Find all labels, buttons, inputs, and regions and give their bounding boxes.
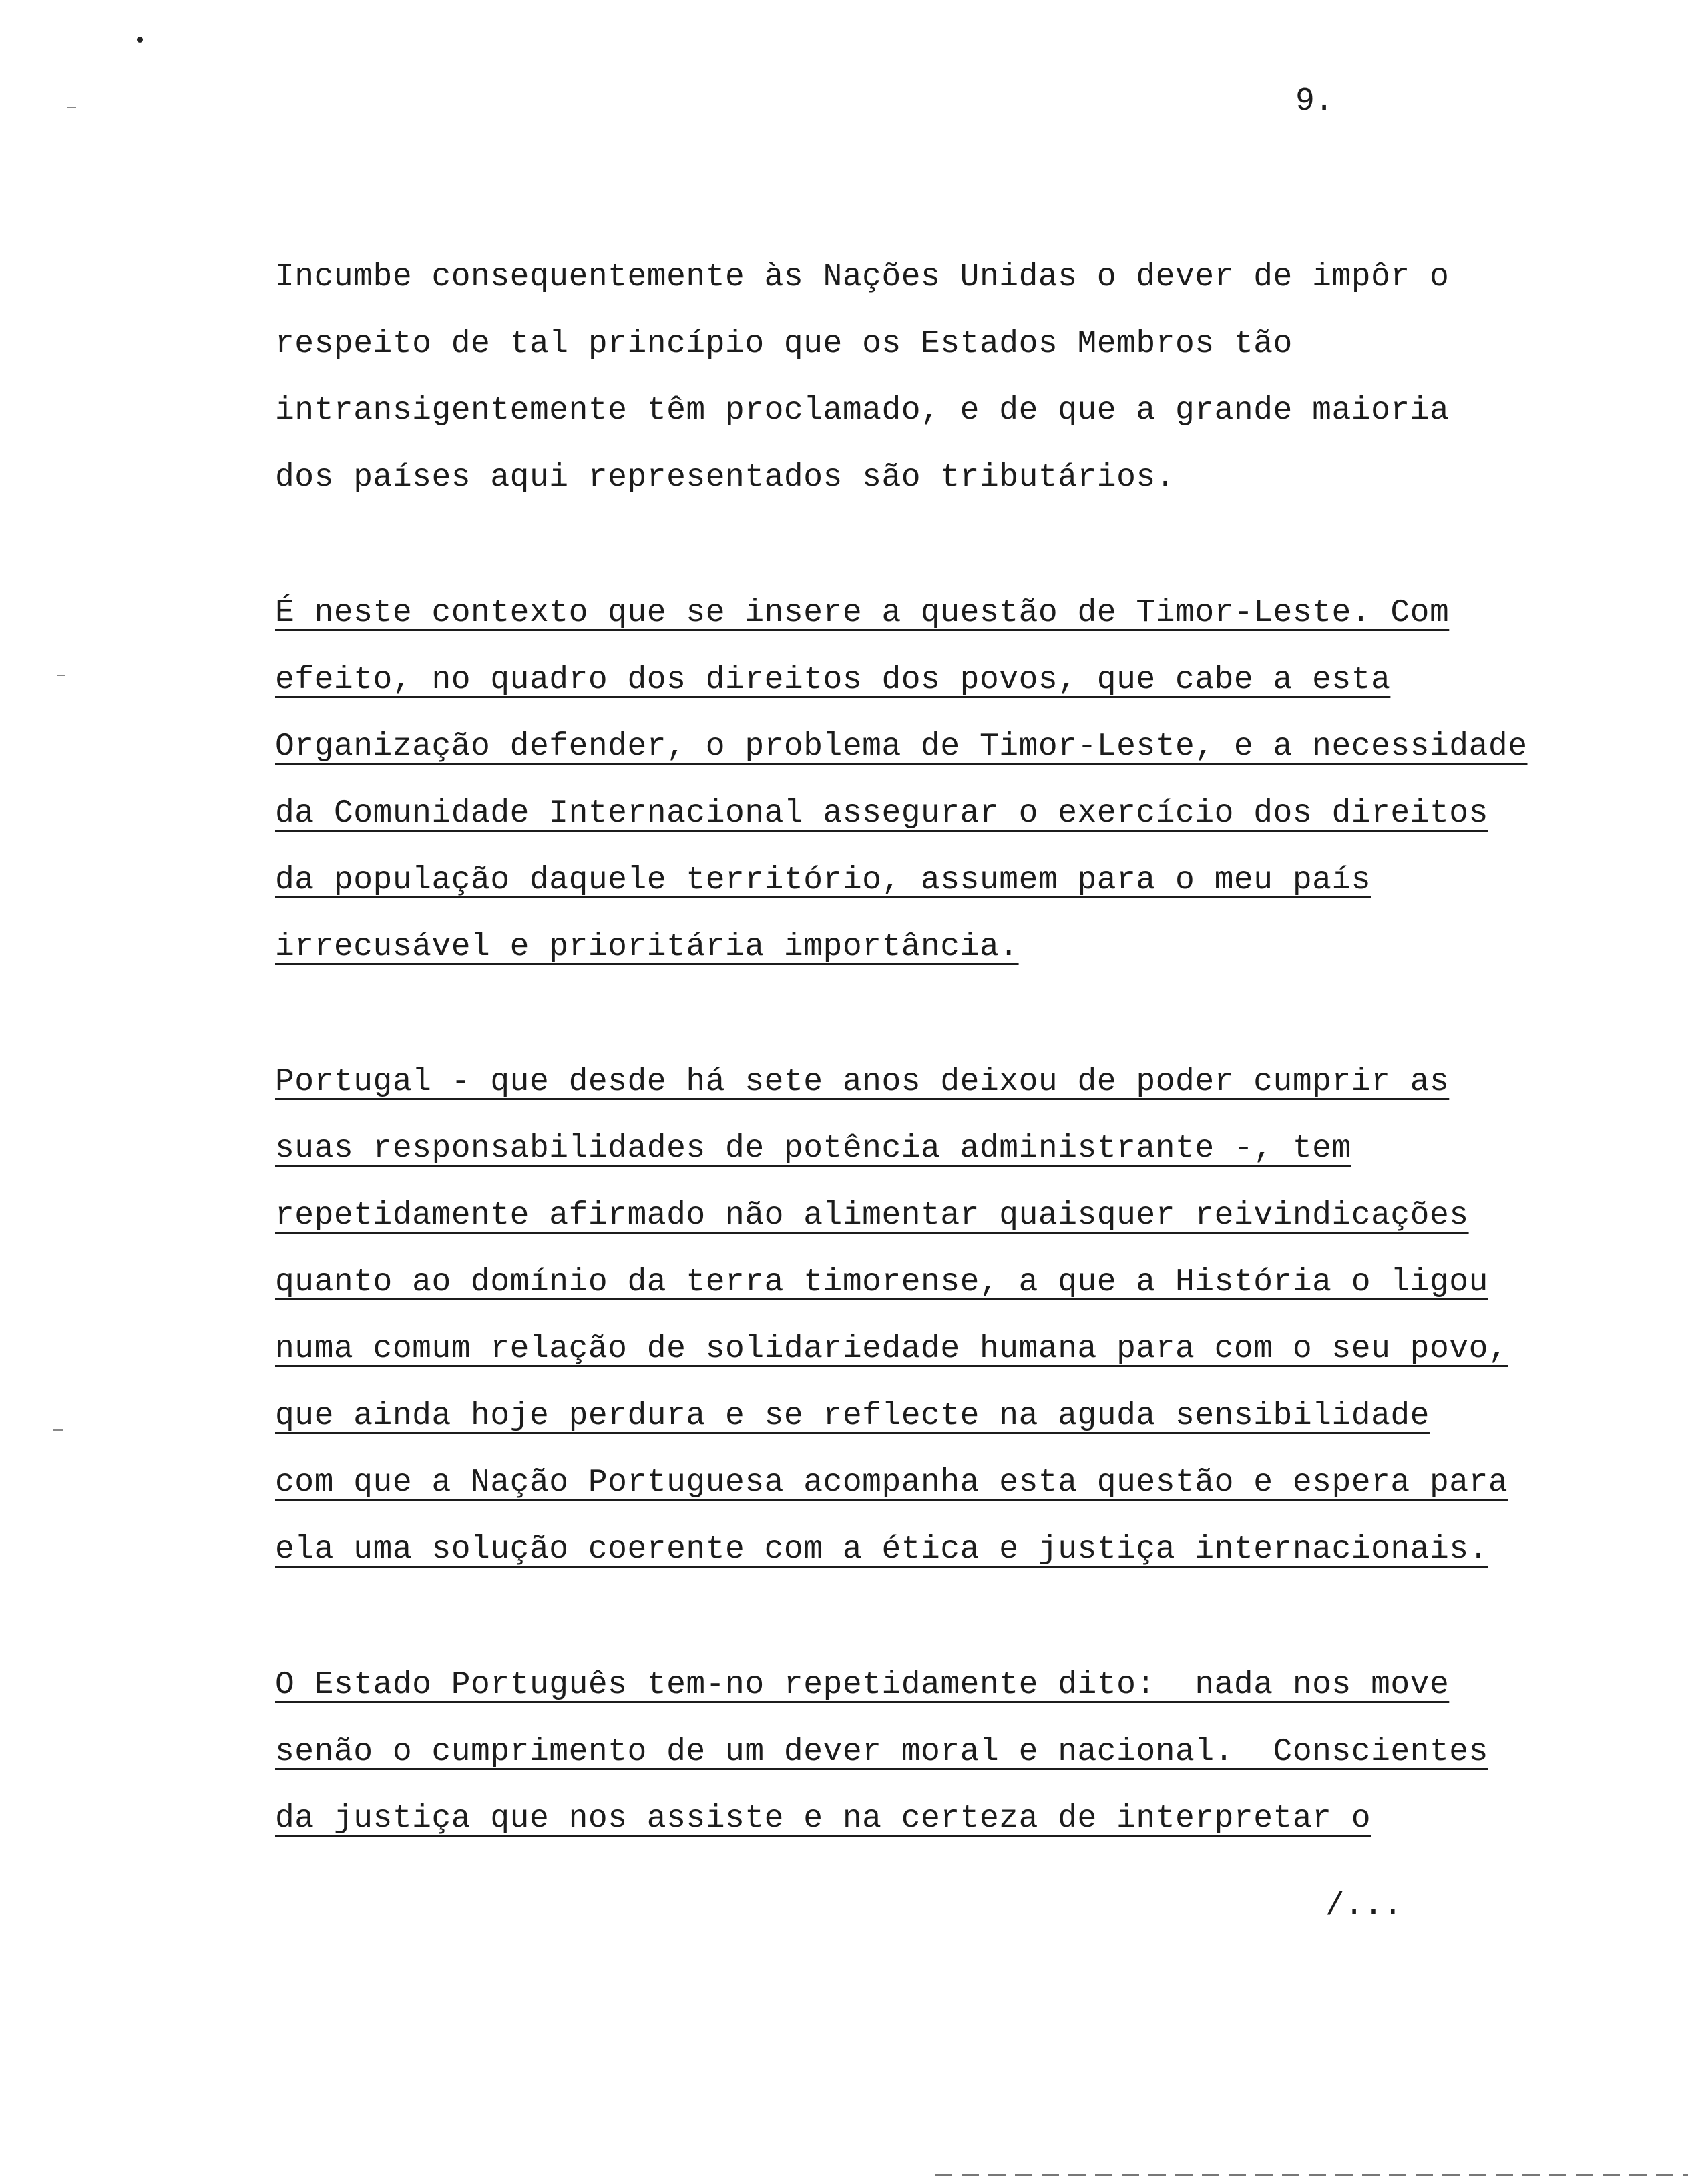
text-line: da população daquele território, assumem para o meu país [275,862,1372,898]
paragraph-1 [275,244,1449,511]
text-line: com que a Nação Portuguesa acompanha esta questão e espera para [275,1465,1508,1501]
scan-speck [137,37,143,43]
text-line: respeito de tal princípio que os Estados Membros tão [275,326,1293,362]
text-line: É neste contexto que se insere a questão de Timor-Leste. Com [275,595,1450,631]
text-line: Organização defender, o problema de Timor-Leste, e a necessidade [275,729,1528,765]
page-number: 9. [1295,83,1334,120]
text-line: quanto ao domínio da terra timorense, a que a História o ligou [275,1264,1488,1300]
text-line: numa comum relação de solidariedade humana para com o seu povo, [275,1331,1508,1367]
paragraph-4 [275,1652,1488,1852]
continuation-mark: /... [1325,1888,1403,1924]
scan-bottom-edge [935,2174,1688,2176]
text-line: da Comunidade Internacional assegurar o exercício dos direitos [275,795,1488,832]
text-line: irrecusável e prioritária importância. [275,929,1019,965]
paragraph-2 [275,580,1528,980]
scan-mark [53,1429,63,1431]
text-line: intransigentemente têm proclamado, e de que a grande maioria [275,393,1450,429]
paragraph-3 [275,1049,1508,1583]
scan-mark [57,675,65,676]
text-line: Incumbe consequentemente às Nações Unidas o dever de impôr o [275,259,1450,295]
text-line: repetidamente afirmado não alimentar quaisquer reivindicações [275,1198,1469,1234]
text-line: suas responsabilidades de potência administrante -, tem [275,1131,1351,1167]
text-line: senão o cumprimento de um dever moral e nacional. Conscientes [275,1734,1488,1770]
scan-mark [67,107,76,108]
text-line: Portugal - que desde há sete anos deixou de poder cumprir as [275,1064,1450,1100]
text-line: dos países aqui representados são tributários. [275,460,1176,496]
text-line: O Estado Português tem-no repetidamente dito: nada nos move [275,1667,1450,1703]
text-line: efeito, no quadro dos direitos dos povos, que cabe a esta [275,662,1391,698]
text-line: ela uma solução coerente com a ética e justiça internacionais. [275,1531,1488,1568]
text-line: que ainda hoje perdura e se reflecte na aguda sensibilidade [275,1398,1430,1434]
text-line: da justiça que nos assiste e na certeza de interpretar o [275,1801,1372,1837]
